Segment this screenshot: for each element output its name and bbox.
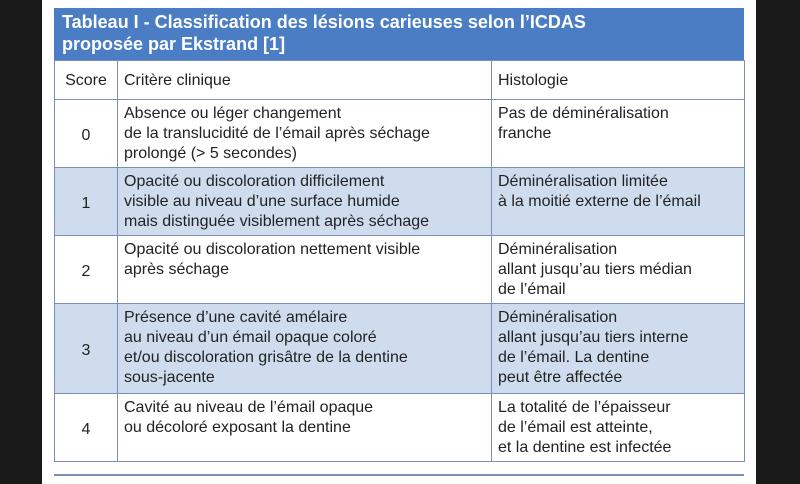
- header-criterion: Critère clinique: [118, 61, 492, 100]
- histology-cell: [492, 236, 745, 304]
- criterion-line: sous-jacente: [124, 369, 215, 386]
- table-bottom-rule: [54, 474, 744, 476]
- table-row: [55, 100, 745, 168]
- histology-cell: [492, 100, 745, 168]
- table-title: [54, 8, 744, 60]
- criterion-cell: [118, 100, 492, 168]
- score-cell: 3: [55, 304, 118, 394]
- header-score: Score: [55, 61, 118, 100]
- criterion-line: prolongé (> 5 secondes): [124, 145, 297, 162]
- criterion-line: et/ou discoloration grisâtre de la dentine: [124, 349, 408, 366]
- histology-line: peut être affectée: [498, 369, 623, 386]
- icdas-table: [54, 60, 745, 462]
- header-row: [55, 61, 745, 100]
- table-title-line-2: proposée par Ekstrand [1]: [62, 34, 286, 54]
- criterion-line: au niveau d’un émail opaque coloré: [124, 329, 377, 346]
- histology-line: allant jusqu’au tiers interne: [498, 329, 689, 346]
- histology-line: Pas de déminéralisation: [498, 105, 669, 122]
- score-cell: 1: [55, 168, 118, 236]
- histology-line: franche: [498, 125, 552, 142]
- score-cell: 0: [55, 100, 118, 168]
- criterion-line: visible au niveau d’une surface humide: [124, 193, 400, 210]
- criterion-line: ou décoloré exposant la dentine: [124, 419, 351, 436]
- criterion-line: Opacité ou discoloration difficilement: [124, 173, 385, 190]
- document-page: [42, 0, 756, 484]
- criterion-cell: [118, 304, 492, 394]
- table-title-line-1: Tableau I - Classification des lésions carieuses selon l’ICDAS: [62, 12, 586, 32]
- criterion-line: après séchage: [124, 261, 229, 278]
- criterion-line: Cavité au niveau de l’émail opaque: [124, 399, 374, 416]
- header-histology: Histologie: [492, 61, 745, 100]
- histology-cell: [492, 168, 745, 236]
- criterion-line: mais distinguée visiblement après séchage: [124, 213, 430, 230]
- histology-cell: [492, 304, 745, 394]
- score-cell: 2: [55, 236, 118, 304]
- criterion-cell: [118, 168, 492, 236]
- table-row: [55, 304, 745, 394]
- histology-line: allant jusqu’au tiers médian: [498, 261, 692, 278]
- criterion-line: Opacité ou discoloration nettement visible: [124, 241, 421, 258]
- table-row: [55, 236, 745, 304]
- histology-line: Déminéralisation: [498, 309, 618, 326]
- criterion-line: Présence d’une cavité amélaire: [124, 309, 348, 326]
- score-cell: 4: [55, 394, 118, 462]
- histology-line: Déminéralisation limitée: [498, 173, 668, 190]
- histology-line: de l’émail. La dentine: [498, 349, 650, 366]
- criterion-cell: [118, 236, 492, 304]
- histology-line: de l’émail est atteinte,: [498, 419, 653, 436]
- criterion-cell: [118, 394, 492, 462]
- table-row: [55, 168, 745, 236]
- histology-line: et la dentine est infectée: [498, 439, 672, 456]
- histology-cell: [492, 394, 745, 462]
- table-row: [55, 394, 745, 462]
- histology-line: à la moitié externe de l’émail: [498, 193, 701, 210]
- histology-line: La totalité de l’épaisseur: [498, 399, 671, 416]
- histology-line: de l’émail: [498, 281, 566, 298]
- criterion-line: de la translucidité de l’émail après séchage: [124, 125, 430, 142]
- histology-line: Déminéralisation: [498, 241, 618, 258]
- criterion-line: Absence ou léger changement: [124, 105, 342, 122]
